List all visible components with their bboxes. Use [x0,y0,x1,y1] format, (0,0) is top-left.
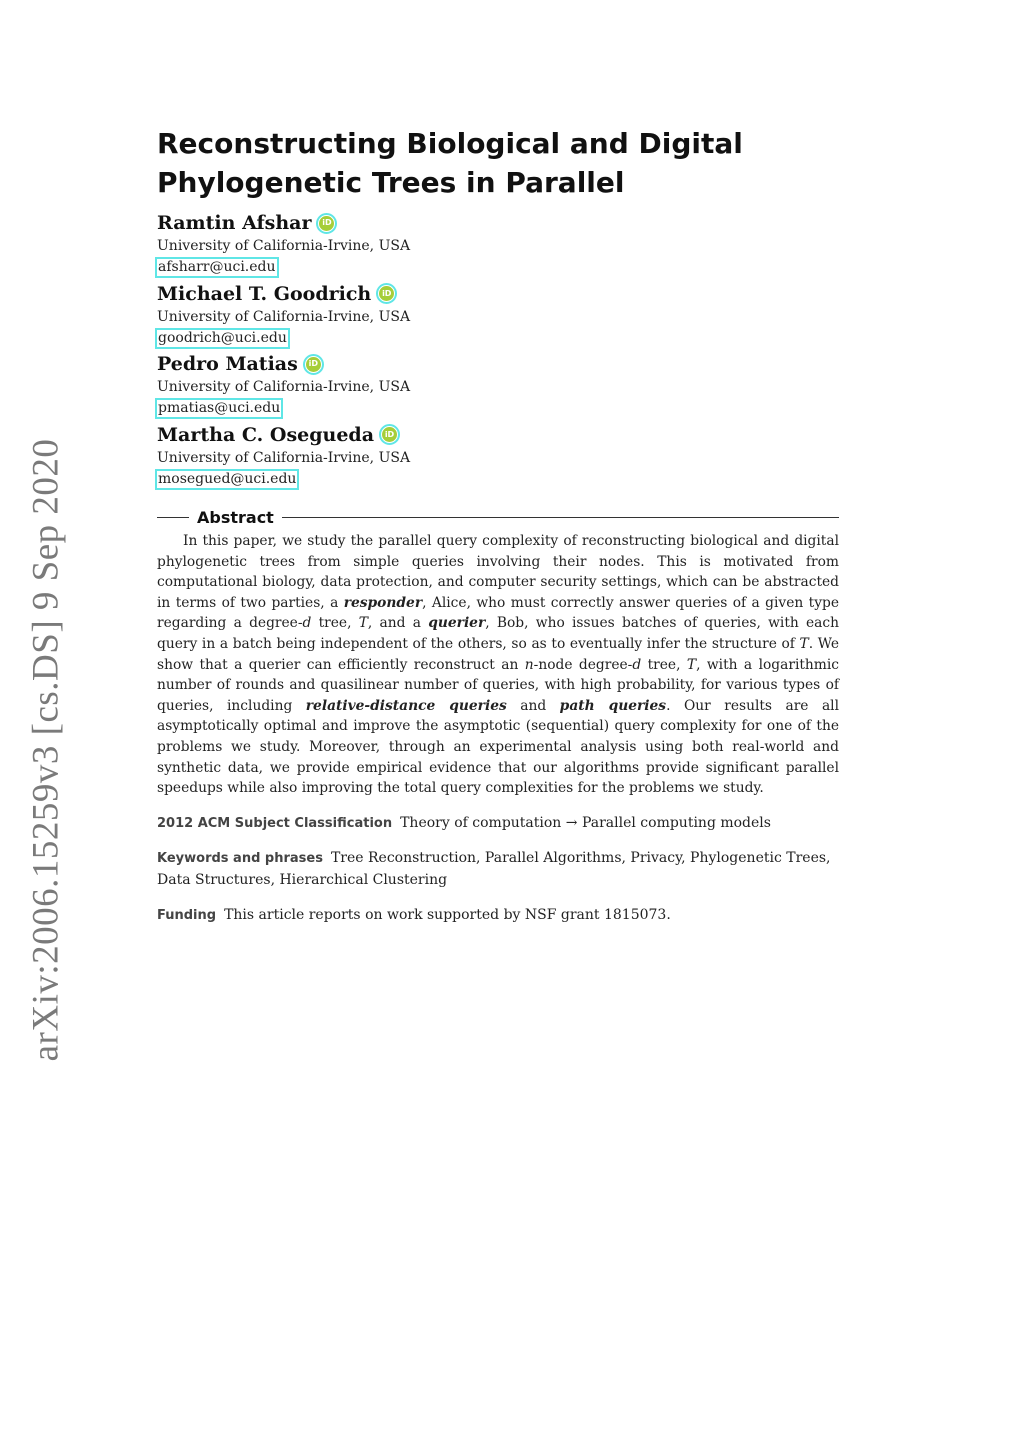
paper-title: Reconstructing Biological and Digital Phylogenetic Trees in Parallel [157,127,743,199]
author-name-row [157,351,657,377]
author-block [157,351,657,422]
author-email-link[interactable]: mosegued@uci.edu [158,470,297,487]
arxiv-identifier: arXiv:2006.15259v3 [cs.DS] 9 Sep 2020 [25,438,67,1062]
author-name-row [157,422,657,448]
funding [157,905,839,927]
term-querier: querier [428,615,486,632]
author-email-link[interactable]: afsharr@uci.edu [158,259,276,275]
abstract-heading: Abstract [197,507,274,527]
divider [282,517,839,518]
funding-text: This article reports on work supported by NSF grant 1815073. [224,907,671,923]
term-relative-distance: relative-distance queries [305,697,507,714]
abstract-text: In this paper, we study the parallel query complexity of reconstructing biological and digital phylogenetic trees from simple queries involving their nodes. This is motivated from computational biology, data protection, and computer security settings, which can be abstracted in terms of two parties, a responder, Alice, who must correctly answer queries of a given type regarding a degree-d tree, T, and a querier, Bob, who issues batches of queries, with each query in a batch being independent of the others, so as to eventually infer the structure of T. We show that a querier can efficiently reconstruct an n-node degree-d tree, T, with a logarithmic number of rounds and quasilinear number of queries, with high probability, for various types of queries, including relative-distance queries and path queries. Our results are all asymptotically optimal and improve the asymptotic (sequential) query complexity for one of the problems we study. Moreover, through an experimental analysis using both real-world and synthetic data, we provide empirical evidence that our algorithms provide significant parallel speedups while also improving the total query complexities for the problems we study. [157,533,840,797]
author-email-link[interactable]: pmatias@uci.edu [158,400,281,416]
author-affiliation: University of California-Irvine, USA [157,238,411,254]
author-list [157,210,657,492]
keywords [157,848,839,890]
author-affiliation: University of California-Irvine, USA [157,308,411,325]
author-affiliation: University of California-Irvine, USA [157,379,411,395]
divider [157,517,189,518]
author-name: Pedro Matias [157,353,298,375]
orcid-icon[interactable]: iD [306,357,321,372]
author-email-link[interactable]: goodrich@uci.edu [158,329,287,346]
orcid-icon[interactable]: iD [379,286,394,301]
keywords-label: Keywords and phrases [157,851,323,866]
arxiv-sidebar [0,0,90,1448]
author-name-row [157,281,657,307]
orcid-icon[interactable]: iD [382,427,397,442]
funding-label: Funding [157,908,217,923]
author-name: Martha C. Osegueda [157,423,375,446]
author-name: Michael T. Goodrich [157,282,372,305]
abstract-header [157,506,839,528]
term-responder: responder [343,594,423,611]
author-block [157,281,657,352]
author-affiliation: University of California-Irvine, USA [157,449,411,466]
author-block [157,210,657,281]
acm-classification [157,813,839,835]
term-path-queries: path queries [559,697,667,714]
keywords-text: Tree Reconstruction, Parallel Algorithms, Privacy, Phylogenetic Trees, Data Structures, Hierarchical Clustering [157,850,831,888]
orcid-icon[interactable]: iD [319,216,334,231]
author-name: Ramtin Afshar [157,212,312,234]
acm-label: 2012 ACM Subject Classification [157,816,393,831]
author-name-row [157,210,657,236]
acm-text: Theory of computation → Parallel computing models [400,815,771,831]
author-block [157,422,657,493]
